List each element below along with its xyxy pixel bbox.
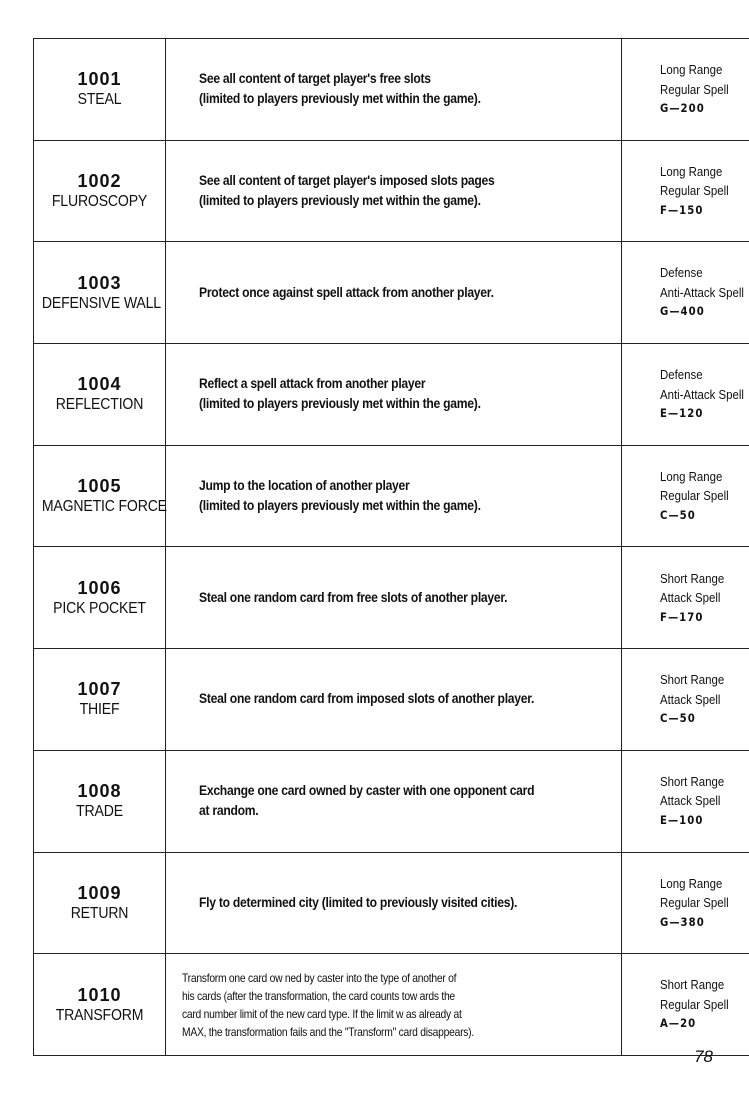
card-range: Defense [660, 265, 703, 281]
card-id-cell [34, 242, 166, 344]
card-name: PICK POCKET [53, 599, 146, 617]
card-number: 1008 [77, 781, 122, 802]
card-effect-line: Steal one random card from imposed slots of another player. [199, 691, 535, 707]
card-id-cell [34, 140, 166, 242]
card-effect-line: Fly to determined city (limited to previously visited cities). [199, 894, 518, 910]
card-id-cell [34, 39, 166, 141]
card-name: TRADE [76, 803, 123, 821]
card-type-cell [622, 547, 749, 649]
card-effect-line: (limited to players previously met within the game). [199, 193, 481, 209]
card-range: Long Range [660, 163, 723, 179]
card-spell-type: Regular Spell [660, 183, 729, 199]
spell-card-table [33, 38, 749, 1056]
card-spell-type: Anti-Attack Spell [660, 284, 744, 300]
card-row [34, 344, 749, 446]
card-id-cell [34, 344, 166, 446]
card-effect-cell [166, 649, 622, 751]
card-effect-cell [166, 140, 622, 242]
card-effect-cell [166, 344, 622, 446]
card-name: DEFENSIVE WALL [41, 294, 161, 312]
card-effect-line: MAX, the transformation fails and the "Transform" card disappears). [182, 1024, 474, 1039]
card-type-cell [622, 852, 749, 954]
card-row [34, 547, 749, 649]
card-effect-line: Transform one card ow ned by caster into the type of another of [182, 970, 457, 985]
card-rank-code: F—170 [660, 609, 704, 624]
card-rank-code: F—150 [660, 202, 704, 217]
card-effect-line: card number limit of the new card type. If the limit w as already at [182, 1006, 462, 1021]
card-type-cell [622, 140, 749, 242]
card-row [34, 649, 749, 751]
card-number: 1002 [77, 171, 122, 192]
card-type-cell [622, 649, 749, 751]
card-effect-line: Protect once against spell attack from another player. [199, 284, 494, 300]
card-type-cell [622, 242, 749, 344]
card-effect-line: See all content of target player's imposed slots pages [199, 173, 495, 189]
card-range: Short Range [660, 570, 725, 586]
card-name: MAGNETIC FORCE [41, 498, 167, 516]
card-spell-type: Attack Spell [660, 793, 721, 809]
card-name: REFLECTION [55, 396, 144, 414]
card-effect-cell [166, 445, 622, 547]
card-spell-type: Anti-Attack Spell [660, 386, 744, 402]
card-range: Long Range [660, 468, 723, 484]
card-effect-line: at random. [199, 803, 259, 819]
card-name: THIEF [79, 701, 120, 719]
card-type-cell [622, 750, 749, 852]
card-name: FLUROSCOPY [51, 193, 148, 211]
card-range: Long Range [660, 875, 723, 891]
card-row [34, 445, 749, 547]
card-number: 1009 [77, 882, 122, 903]
card-effect-cell [166, 852, 622, 954]
card-effect-cell [166, 954, 622, 1056]
card-number: 1007 [77, 679, 122, 700]
card-spell-type: Regular Spell [660, 81, 729, 97]
card-rank-code: E—120 [660, 406, 704, 421]
card-number: 1010 [77, 984, 122, 1005]
card-rank-code: A—20 [660, 1016, 697, 1031]
card-rank-code: C—50 [660, 507, 696, 522]
card-number: 1003 [77, 272, 122, 293]
card-range: Defense [660, 367, 703, 383]
card-id-cell [34, 750, 166, 852]
card-number: 1006 [77, 577, 122, 598]
card-spell-type: Attack Spell [660, 590, 721, 606]
page-number: 78 [694, 1047, 713, 1066]
card-id-cell [34, 547, 166, 649]
card-row [34, 954, 749, 1056]
card-row [34, 39, 749, 141]
card-id-cell [34, 445, 166, 547]
card-id-cell [34, 852, 166, 954]
card-spell-type: Regular Spell [660, 996, 729, 1012]
card-number: 1004 [77, 374, 122, 395]
card-effect-line: (limited to players previously met within the game). [199, 91, 481, 107]
card-range: Long Range [660, 62, 723, 78]
card-effect-line: his cards (after the transformation, the card counts tow ards the [182, 988, 455, 1003]
card-range: Short Range [660, 773, 725, 789]
card-number: 1005 [77, 476, 122, 497]
card-rank-code: E—100 [660, 812, 704, 827]
card-range: Short Range [660, 672, 725, 688]
card-row [34, 140, 749, 242]
card-type-cell [622, 39, 749, 141]
card-name: TRANSFORM [55, 1006, 144, 1024]
card-rank-code: G—400 [660, 304, 705, 319]
card-spell-type: Regular Spell [660, 895, 729, 911]
card-number: 1001 [77, 69, 122, 90]
card-type-cell [622, 445, 749, 547]
card-effect-line: See all content of target player's free slots [199, 71, 431, 87]
card-effect-cell [166, 547, 622, 649]
card-spell-type: Regular Spell [660, 488, 729, 504]
card-rank-code: G—380 [660, 914, 705, 929]
card-effect-line: Reflect a spell attack from another player [199, 376, 426, 392]
card-effect-cell [166, 750, 622, 852]
card-rank-code: C—50 [660, 711, 696, 726]
card-row [34, 242, 749, 344]
card-name: RETURN [70, 904, 129, 922]
card-type-cell [622, 954, 749, 1056]
card-type-cell [622, 344, 749, 446]
card-effect-cell [166, 39, 622, 141]
card-rank-code: G—200 [660, 101, 705, 116]
card-effect-line: (limited to players previously met within the game). [199, 396, 481, 412]
card-effect-line: Steal one random card from free slots of another player. [199, 589, 508, 605]
card-name: STEAL [77, 91, 122, 109]
card-effect-line: Jump to the location of another player [199, 478, 410, 494]
card-spell-type: Attack Spell [660, 691, 721, 707]
card-id-cell [34, 954, 166, 1056]
card-id-cell [34, 649, 166, 751]
card-row [34, 852, 749, 954]
card-effect-line: Exchange one card owned by caster with one opponent card [199, 783, 535, 799]
card-range: Short Range [660, 977, 725, 993]
card-effect-line: (limited to players previously met within the game). [199, 498, 481, 514]
card-effect-cell [166, 242, 622, 344]
card-row [34, 750, 749, 852]
